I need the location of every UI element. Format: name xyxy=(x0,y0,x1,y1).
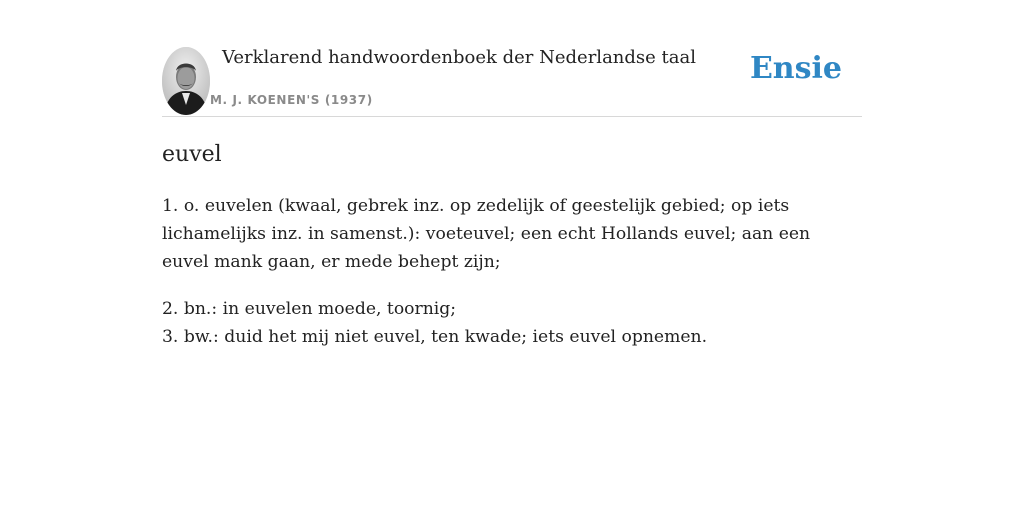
definition-item: 2. bn.: in euvelen moede, toornig; xyxy=(162,299,457,319)
ensie-logo-link[interactable]: Ensie xyxy=(749,51,842,86)
content-container xyxy=(162,0,862,347)
dictionary-header xyxy=(162,0,862,117)
headword: euvel xyxy=(162,142,222,167)
definition-item: 1. o. euvelen (kwaal, gebrek inz. op zedelijk of geestelijk gebied; op iets lichamelijks inz. in samenst.): voeteuvel; een echt Hollands euvel; aan een euvel mank gaan, er mede behept zijn; xyxy=(162,196,811,272)
definition-list xyxy=(162,192,862,351)
definition-item: 3. bw.: duid het mij niet euvel, ten kwade; iets euvel opnemen. xyxy=(162,327,708,347)
dictionary-title: Verklarend handwoordenboek der Nederlandse taal xyxy=(222,47,696,68)
dictionary-subtitle: M. J. KOENEN'S (1937) xyxy=(210,93,373,107)
author-portrait xyxy=(162,47,210,115)
